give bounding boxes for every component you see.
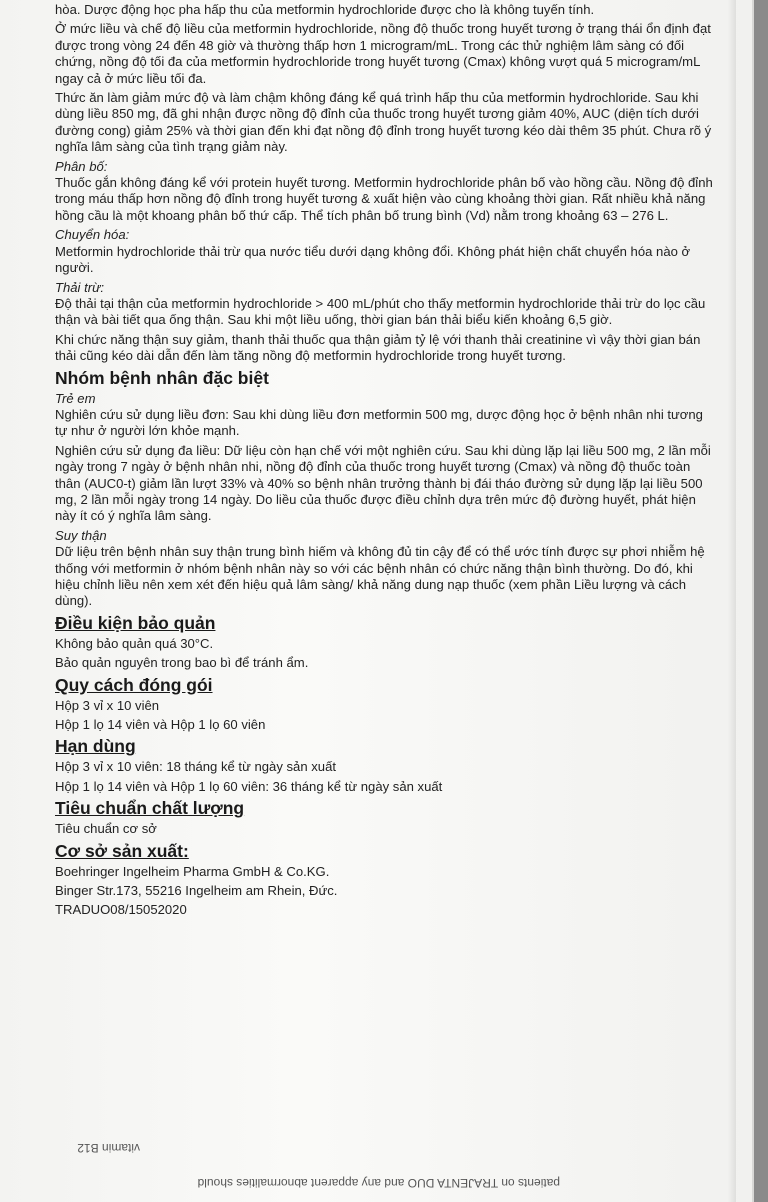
storage-heading: Điều kiện bảo quản: [55, 612, 216, 633]
manufacturer-name: Boehringer Ingelheim Pharma GmbH & Co.KG.: [55, 863, 330, 879]
children-paragraph-1: Nghiên cứu sử dụng liều đơn: Sau khi dùng liều đơn metformin 500 mg, dược động học ở bệnh nhân nhi tương tự như ở người lớn khỏe mạnh.: [55, 406, 703, 439]
distribution-text: Thuốc gắn không đáng kể với protein huyết tương. Metformin hydrochloride phân bố vào hồng cầu. Nồng độ đỉnh trong máu thấp hơn nồng độ đỉnh trong huyết tương & xuất hiện vào cùng khoảng thời gian. Rất nhiều khả năng hồng cầu là một khoang phân bố thứ cấp. Thể tích phân bố trung bình (Vd) nằm trong khoảng 63 – 276 L.: [55, 175, 713, 223]
shelf-life-line-2: Hộp 1 lọ 14 viên và Hộp 1 lọ 60 viên: 36 tháng kể từ ngày sản xuất: [55, 778, 443, 794]
document-code: TRADUO08/15052020: [55, 902, 187, 918]
elimination-heading: Thải trừ:: [55, 279, 105, 295]
page-fold-shadow: [728, 0, 736, 1202]
shelf-life-line-1: Hộp 3 vỉ x 10 viên: 18 tháng kể từ ngày sản xuất: [55, 759, 336, 775]
absorption-paragraph-2: Thức ăn làm giảm mức độ và làm chậm không đáng kể quá trình hấp thu của metformin hydrochloride. Sau khi dùng liều 850 mg, đã ghi nhận được nồng độ đỉnh của thuốc trong huyết tương giảm 40%, AUC (diện tích dưới đường cong) giảm 25% và thời gian đến khi đạt nồng độ đỉnh trong huyết tương kéo dài thêm 35 phút. Chưa rõ ý nghĩa lâm sàng của tình trạng giảm này.: [55, 90, 712, 155]
packaging-line-1: Hộp 3 vỉ x 10 viên: [55, 697, 160, 713]
shelf-life-heading: Hạn dùng: [55, 736, 136, 757]
storage-line-2: Bảo quản nguyên trong bao bì để tránh ẩm.: [55, 655, 309, 671]
renal-heading: Suy thận: [55, 527, 107, 543]
manufacturer-heading: Cơ sở sản xuất:: [55, 840, 189, 861]
children-heading: Trẻ em: [55, 390, 96, 406]
absorption-paragraph-1: Ở mức liều và chế độ liều của metformin hydrochloride, nồng độ thuốc trong huyết tương ở trạng thái ổn định đạt được trong vòng 24 đến 48 giờ và thường thấp hơn 1 microgram/mL. Trong các thử nghiệm lâm sàng có đối chứng, nồng độ tối đa của metformin hydrochloride trong huyết tương (Cmax) không vượt quá 5 microgram/mL ngay cả ở mức liều tối đa.: [55, 21, 711, 86]
upside-down-footer-fragment: vitamin B12: [77, 1141, 140, 1155]
elimination-paragraph-1: Độ thải tại thận của metformin hydrochloride > 400 mL/phút cho thấy metformin hydrochloride thải trừ do lọc cầu thận và bài tiết qua ống thận. Sau khi một liều uống, thời gian bán thải biểu kiến khoảng 6,5 giờ.: [55, 295, 706, 328]
special-populations-heading: Nhóm bệnh nhân đặc biệt: [55, 367, 269, 388]
quality-standard-line: Tiêu chuẩn cơ sở: [55, 821, 157, 837]
renal-text: Dữ liệu trên bệnh nhân suy thận trung bình hiếm và không đủ tin cậy để có thể ước tính được sự phơi nhiễm hệ thống với metformin ở nhóm bệnh nhân này so với các bệnh nhân có chức năng thận bình thường. Do đó, khi hiệu chỉnh liều nên xem xét đến hiệu quả lâm sàng/ khả năng dung nạp thuốc (xem phần Liều lượng và cách dùng).: [55, 544, 705, 609]
children-paragraph-2: Nghiên cứu sử dụng đa liều: Dữ liệu còn hạn chế với một nghiên cứu. Sau khi dùng lặp lại liều 500 mg, 2 lần mỗi ngày trong 7 ngày ở bệnh nhân nhi, nồng độ đỉnh của thuốc trong huyết tương (Cmax) và nồng độ thuốc toàn thân (AUC0-t) giảm lần lượt 33% và 40% so bệnh nhân trưởng thành bị đái tháo đường sử dụng lặp lại liều 500 mg, 2 lần mỗi ngày trong 14 ngày. Do liều của thuốc được điều chỉnh dựa trên mức độ đường huyết, phát hiện này ít có ý nghĩa lâm sàng.: [55, 442, 711, 524]
packaging-line-2: Hộp 1 lọ 14 viên và Hộp 1 lọ 60 viên: [55, 717, 266, 733]
storage-line-1: Không bảo quản quá 30°C.: [55, 635, 214, 651]
distribution-heading: Phân bố:: [55, 158, 108, 174]
quality-standard-heading: Tiêu chuẩn chất lượng: [55, 798, 245, 819]
upside-down-footer-line: patients on TRAJENTA DUO and any apparent abnormalities should: [197, 1176, 560, 1190]
leaflet-content: [55, 0, 715, 922]
metabolism-heading: Chuyển hóa:: [55, 227, 130, 243]
packaging-heading: Quy cách đóng gói: [55, 674, 213, 695]
manufacturer-address: Binger Str.173, 55216 Ingelheim am Rhein, Đức.: [55, 883, 338, 899]
metabolism-text: Metformin hydrochloride thải trừ qua nước tiểu dưới dạng không đổi. Không phát hiện chất chuyển hóa nào ở người.: [55, 243, 691, 276]
elimination-paragraph-2: Khi chức năng thận suy giảm, thanh thải thuốc qua thận giảm tỷ lệ với thanh thải creatinine vì vậy thời gian bán thải cũng kéo dài dẫn đến làm tăng nồng độ metformin hydrochloride trong huyết tương.: [55, 331, 701, 364]
top-line: hòa. Dược động học pha hấp thu của metformin hydrochloride được cho là không tuyến tính.: [55, 2, 595, 17]
